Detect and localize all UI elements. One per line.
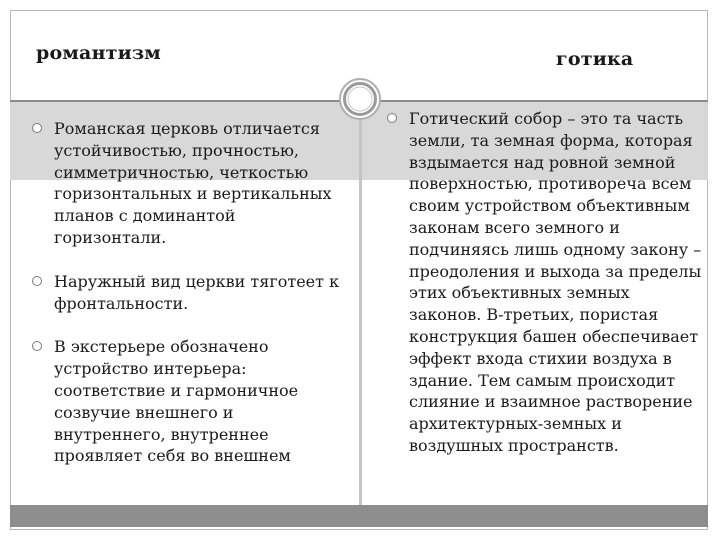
bullet-icon: [32, 276, 42, 286]
left-column-heading: романтизм: [36, 42, 161, 64]
circle-ornament-icon: [338, 77, 382, 121]
list-item: [30, 118, 348, 249]
right-column-heading: готика: [556, 48, 634, 70]
bullet-icon: [32, 123, 42, 133]
list-item: [30, 336, 348, 467]
left-bullet-list: [30, 118, 348, 467]
column-divider: [359, 100, 362, 505]
bullet-text: Наружный вид церкви тяготеет к фронтальности.: [54, 271, 340, 313]
bullet-icon: [32, 341, 42, 351]
bullet-text: В экстерьере обозначено устройство интерьера: соответствие и гармоничное созвучие внешнего и внутреннего, внутреннее проявляет себя во внешнем: [54, 337, 299, 466]
bullet-text: Готический собор – это та часть земли, та земная форма, которая вздымается над ровной земной поверхностью, противореча всем своим устройством объективным законам всего земного и подчиняясь лишь одному закону – преодоления и выхода за пределы этих объективных земных законов. В-третьих, пористая конструкция башен обеспечивает эффект входа стихии воздуха в здание. Тем самым происходит слияние и взаимное растворение архитектурных-земных и воздушных пространств.: [409, 109, 702, 455]
list-item: [30, 271, 348, 315]
right-bullet-list: [385, 108, 703, 457]
list-item: [385, 108, 703, 457]
bullet-text: Романская церковь отличается устойчивостью, прочностью, симметричностью, четкостью горизонтальных и вертикальных планов с доминантой горизонтали.: [54, 119, 332, 247]
bottom-bar: [10, 505, 708, 527]
bullet-icon: [387, 113, 397, 123]
